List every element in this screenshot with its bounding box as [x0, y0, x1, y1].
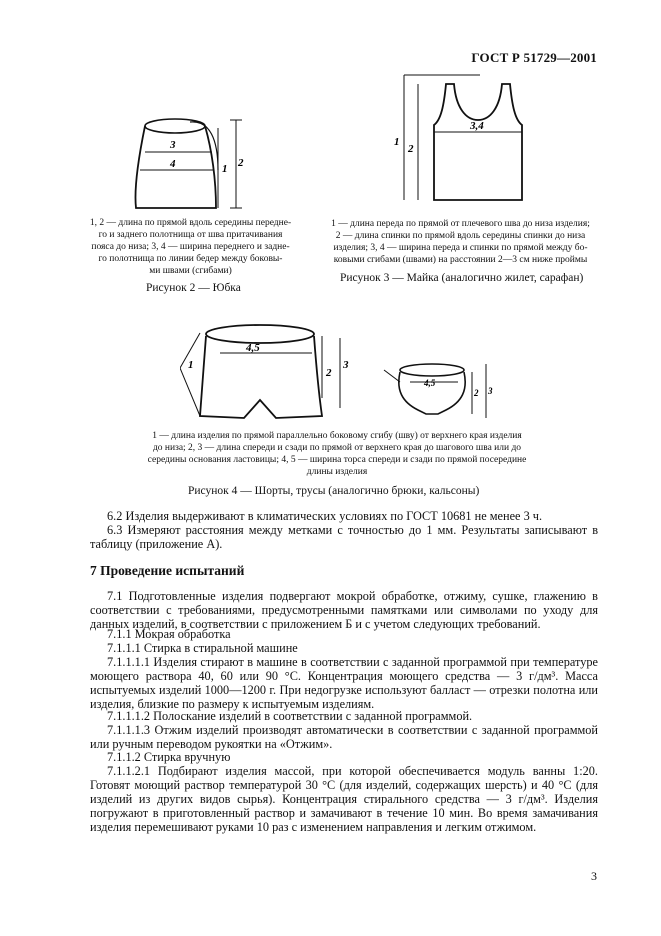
figure2-caption-line: пояса до низа; 3, 4 — ширина переднего и задне-: [91, 242, 290, 252]
tanktop-label-1: 1: [394, 136, 400, 148]
shorts-drawing: [180, 318, 360, 428]
figure3-caption-line: 1 — длина переда по прямой от плечевого шва до низа изделия;: [331, 219, 590, 229]
figure4-caption: [128, 430, 546, 478]
briefs-label-2: 2: [474, 388, 479, 398]
briefs-label-3: 3: [488, 386, 493, 396]
page-number: 3: [591, 869, 597, 883]
tanktop-label-2: 2: [408, 143, 414, 155]
figure4-title: Рисунок 4 — Шорты, трусы (аналогично брюки, кальсоны): [188, 485, 480, 497]
paragraph-7-1-1-1: 7.1.1.1 Стирка в стиральной машине: [107, 641, 298, 655]
figure2-caption-line: го и заднего полотнища от шва притачивания: [98, 230, 283, 240]
section-heading: 7 Проведение испытаний: [90, 563, 245, 578]
figure3-caption: [318, 218, 603, 266]
paragraph-7-1-1-2-1: 7.1.1.2.1 Подбирают изделия массой, при которой обеспечивается модуль ванны 1:20. Готовят моющий раствор температурой 30 °С (для изделий, содержащих шерсть) и 40 °С (для изделий из других видов сырья). Концентрация стирального средства — 3 г/дм³. Изделия погружают в приготовленный раствор и замачивают в течение 10 мин. Во время замачивания изделия перемешивают руками 10 раз с изменением направления и легким отжимом.: [90, 764, 598, 834]
shorts-label-1: 1: [188, 359, 194, 371]
skirt-label-2: 2: [238, 157, 244, 169]
paragraph-7-1-1: 7.1.1 Мокрая обработка: [107, 627, 231, 641]
shorts-label-45: 4,5: [246, 342, 260, 354]
paragraph-6-3: 6.3 Измеряют расстояния между метками с точностью до 1 мм. Результаты записывают в таблицу (приложение А).: [90, 523, 598, 551]
paragraph-6-2: 6.2 Изделия выдерживают в климатических условиях по ГОСТ 10681 не менее 3 ч.: [107, 509, 543, 523]
paragraph-7-1-1-1-3: 7.1.1.1.3 Отжим изделий производят автоматически в соответствии с заданной программой или ручным переводом рукоятки на «Отжим».: [90, 723, 598, 751]
skirt-drawing: [130, 110, 260, 220]
shorts-label-3: 3: [343, 359, 349, 371]
figure4-caption-line: 1 — длина изделия по прямой параллельно боковому сгибу (шву) от верхнего края изделия: [152, 431, 522, 441]
figure2-caption-line: го полотнища по линии бедер между боковы-: [98, 254, 283, 264]
figure2-caption-line: 1, 2 — длина по прямой вдоль середины передне-: [89, 218, 292, 228]
figure3-caption-line: 2 — длина спинки по прямой вдоль середины спинки до низа: [335, 231, 586, 241]
doc-code-header: ГОСТ Р 51729—2001: [471, 50, 597, 65]
figure3-title: Рисунок 3 — Майка (аналогично жилет, сарафан): [340, 272, 584, 284]
skirt-label-1: 1: [222, 163, 228, 175]
figure4-caption-line: длины изделия: [306, 467, 368, 477]
figure4-caption-line: до низа; 2, 3 — длина спереди и сзади по прямой от верхнего края до шагового шва или до: [152, 443, 522, 453]
figure2-caption: [78, 217, 303, 277]
tanktop-drawing: [390, 70, 530, 210]
paragraph-7-1: 7.1 Подготовленные изделия подвергают мокрой обработке, отжиму, сушке, глажению в соответствии с требованиями, предусмотренными памятками или символами по уходу для данных изделий, в соответствии с приложением Б и с учетом следующих требований.: [90, 589, 598, 631]
paragraph-7-1-1-1-2: 7.1.1.1.2 Полоскание изделий в соответствии с заданной программой.: [107, 709, 473, 723]
figure4-caption-line: середины основания ластовицы; 4, 5 — ширина торса спереди и сзади по прямой посередине: [147, 455, 527, 465]
skirt-label-4: 4: [170, 158, 176, 170]
figure3-caption-line: изделия; 3, 4 — ширина переда и спинки по прямой между бо-: [333, 243, 588, 253]
briefs-drawing: [382, 360, 497, 422]
figure2-title: Рисунок 2 — Юбка: [146, 282, 241, 294]
skirt-label-3: 3: [170, 139, 176, 151]
figure2-caption-line: ми швами (сгибами): [149, 266, 232, 276]
paragraph-7-1-1-1-1: 7.1.1.1.1 Изделия стирают в машине в соответствии с заданной программой при температуре моющего раствора 40, 60 или 90 °С. Концентрация моющего средства — 3 г/дм³. Масса испытуемых изделий 1000—1200 г. При недогрузке используют балласт — отрезки полотна или изделия, близкие по размеру к испытуемым изделиям.: [90, 655, 598, 711]
briefs-label-45: 4,5: [424, 378, 436, 388]
paragraph-7-1-1-2: 7.1.1.2 Стирка вручную: [107, 750, 231, 764]
shorts-label-2: 2: [326, 367, 332, 379]
tanktop-label-34: 3,4: [470, 120, 484, 132]
figure3-caption-line: ковыми сгибами (швами) на расстоянии 2—3 см ниже проймы: [333, 255, 588, 265]
